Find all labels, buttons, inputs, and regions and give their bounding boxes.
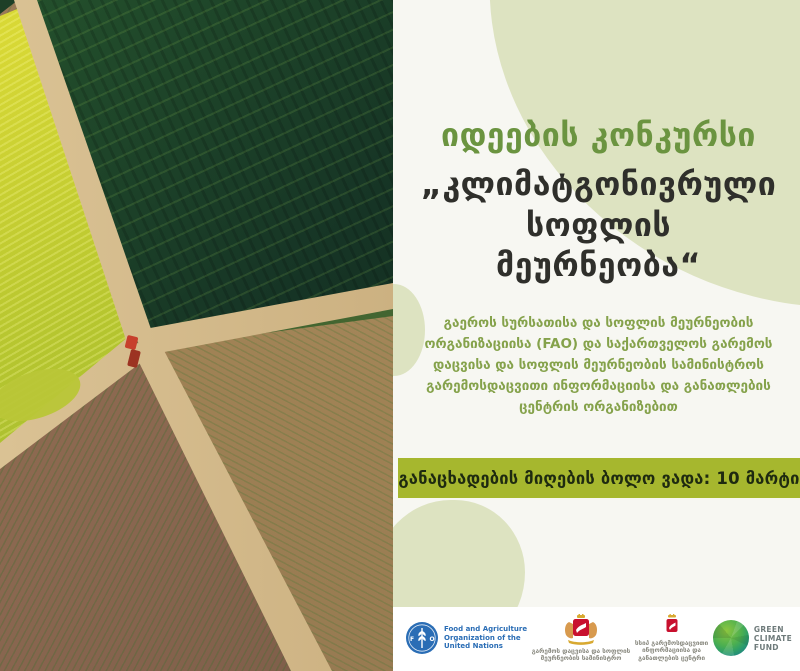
aerial-farm-photo xyxy=(0,0,393,671)
eiec-line-1: სსიპ გარემოსდაცვითი xyxy=(634,639,709,647)
svg-text:F: F xyxy=(410,636,415,643)
fao-emblem-icon xyxy=(405,621,439,655)
ministry-logo xyxy=(532,614,630,663)
deadline-text: განაცხადების მიღების ბოლო ვადა: 10 მარტი xyxy=(398,468,800,488)
organizers-line-1: გაეროს სურსათისა და სოფლის მეურნეობის xyxy=(443,314,754,331)
organizers-paragraph xyxy=(403,313,794,418)
eiec-line-2: ინფორმაციისა და xyxy=(642,647,701,655)
poster-text-block xyxy=(393,0,800,418)
gcf-wordmark xyxy=(754,625,792,652)
eiec-caption xyxy=(635,640,708,663)
gcf-globe-icon xyxy=(713,620,749,656)
gcf-logo xyxy=(713,620,792,656)
eiec-line-3: განათლების ცენტრი xyxy=(638,654,706,662)
georgia-coat-of-arms-icon xyxy=(559,614,603,646)
ministry-line-1: გარემოს დაცვისა და სოფლის xyxy=(531,647,631,655)
subtitle-line-2: სოფლის xyxy=(525,205,672,244)
ministry-line-2: მეურნეობის სამინისტრო xyxy=(540,655,622,662)
fao-line-2: Organization of the xyxy=(444,633,521,642)
gcf-line-1: GREEN xyxy=(753,624,784,634)
organizers-line-3: დაცვისა და სოფლის მეურნეობის სამინისტროს xyxy=(433,356,764,373)
deadline-banner xyxy=(398,458,800,498)
organizers-line-4: გარემოსდაცვითი ინფორმაციისა და განათლების xyxy=(426,377,771,394)
content-panel xyxy=(393,0,800,671)
ministry-caption xyxy=(532,648,630,663)
contest-title: იდეების კონკურსი xyxy=(441,116,756,154)
organizers-line-2: ორგანიზაციისა (FAO) და საქართველოს გარემოს xyxy=(424,335,773,352)
subtitle-line-1: „კლიმატგონივრული xyxy=(420,165,777,203)
svg-text:O: O xyxy=(429,636,435,643)
fao-wordmark xyxy=(444,625,527,651)
gcf-line-3: FUND xyxy=(753,642,779,652)
organizers-line-5: ცენტრის ორგანიზებით xyxy=(519,398,678,415)
eiec-logo xyxy=(635,614,708,663)
contest-subtitle xyxy=(403,164,794,286)
fao-line-1: Food and Agriculture xyxy=(444,625,528,634)
gcf-line-2: CLIMATE xyxy=(753,633,792,643)
partner-logos-strip xyxy=(393,607,800,671)
subtitle-line-3: მეურნეობა“ xyxy=(496,246,701,285)
eiec-emblem-icon xyxy=(662,614,682,638)
fao-logo xyxy=(405,621,527,655)
fao-line-3: United Nations xyxy=(444,642,503,651)
